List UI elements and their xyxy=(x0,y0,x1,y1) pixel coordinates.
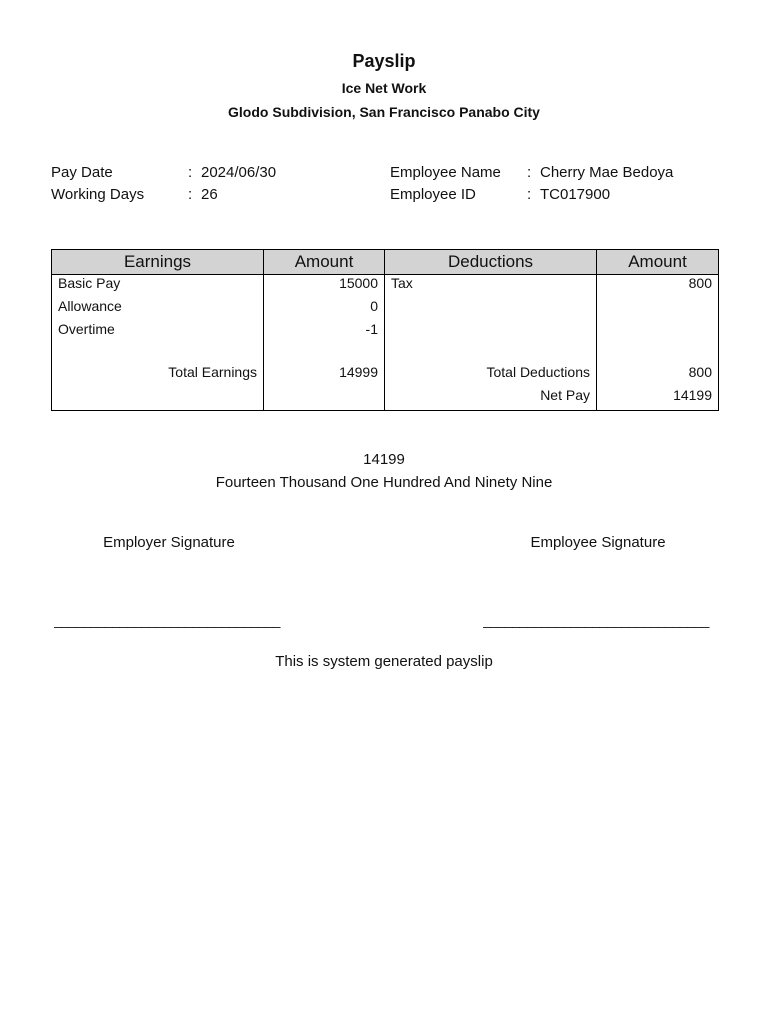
employer-signature-label: Employer Signature xyxy=(103,534,235,551)
payslip-title: Payslip xyxy=(352,51,416,71)
net-amount: 14199 xyxy=(363,451,405,468)
deduction-amount: 800 xyxy=(597,275,719,299)
working-days-label: Working Days xyxy=(51,186,145,203)
earning-amount: -1 xyxy=(264,321,385,344)
company-name: Ice Net Work xyxy=(341,80,427,96)
totals-row xyxy=(52,364,719,387)
payslip-table xyxy=(51,249,719,411)
total-deductions-value: 800 xyxy=(597,364,719,387)
table-row xyxy=(52,321,719,344)
deduction-label: Tax xyxy=(385,275,597,299)
employee-signature-line: _______________________________ xyxy=(483,612,709,628)
deduction-amount xyxy=(597,298,719,321)
deductions-amount-header: Amount xyxy=(597,250,719,275)
pay-date-label: Pay Date xyxy=(51,164,113,181)
total-earnings-value: 14999 xyxy=(264,364,385,387)
system-generated-note: This is system generated payslip xyxy=(275,653,493,670)
table-row xyxy=(52,275,719,299)
table-spacer-row xyxy=(52,344,719,364)
total-deductions-label: Total Deductions xyxy=(385,364,597,387)
deduction-label xyxy=(385,298,597,321)
working-days-value: 26 xyxy=(201,186,218,203)
net-pay-label: Net Pay xyxy=(385,387,597,411)
employee-id-value: TC017900 xyxy=(540,186,611,203)
deduction-amount xyxy=(597,321,719,344)
company-address: Glodo Subdivision, San Francisco Panabo City xyxy=(228,104,540,120)
deduction-label xyxy=(385,321,597,344)
employee-name-label: Employee Name xyxy=(390,164,501,181)
separator: : xyxy=(527,164,532,181)
employer-signature-line: _______________________________ xyxy=(54,612,280,628)
earning-amount: 0 xyxy=(264,298,385,321)
employee-id-label: Employee ID xyxy=(390,186,476,203)
earning-label: Overtime xyxy=(52,321,264,344)
employee-signature-label: Employee Signature xyxy=(530,534,666,551)
earnings-amount-header: Amount xyxy=(264,250,385,275)
separator: : xyxy=(527,186,532,203)
earning-label: Allowance xyxy=(52,298,264,321)
earning-label: Basic Pay xyxy=(52,275,264,299)
deductions-header: Deductions xyxy=(385,250,597,275)
table-row xyxy=(52,298,719,321)
separator: : xyxy=(188,164,193,181)
employee-name-value: Cherry Mae Bedoya xyxy=(540,164,674,181)
table-header-row xyxy=(52,250,719,275)
net-amount-words: Fourteen Thousand One Hundred And Ninety Nine xyxy=(215,474,553,491)
earnings-header: Earnings xyxy=(52,250,264,275)
total-earnings-label: Total Earnings xyxy=(52,364,264,387)
pay-date-value: 2024/06/30 xyxy=(201,164,277,181)
separator: : xyxy=(188,186,193,203)
net-pay-row xyxy=(52,387,719,411)
earning-amount: 15000 xyxy=(264,275,385,299)
net-pay-value: 14199 xyxy=(597,387,719,411)
